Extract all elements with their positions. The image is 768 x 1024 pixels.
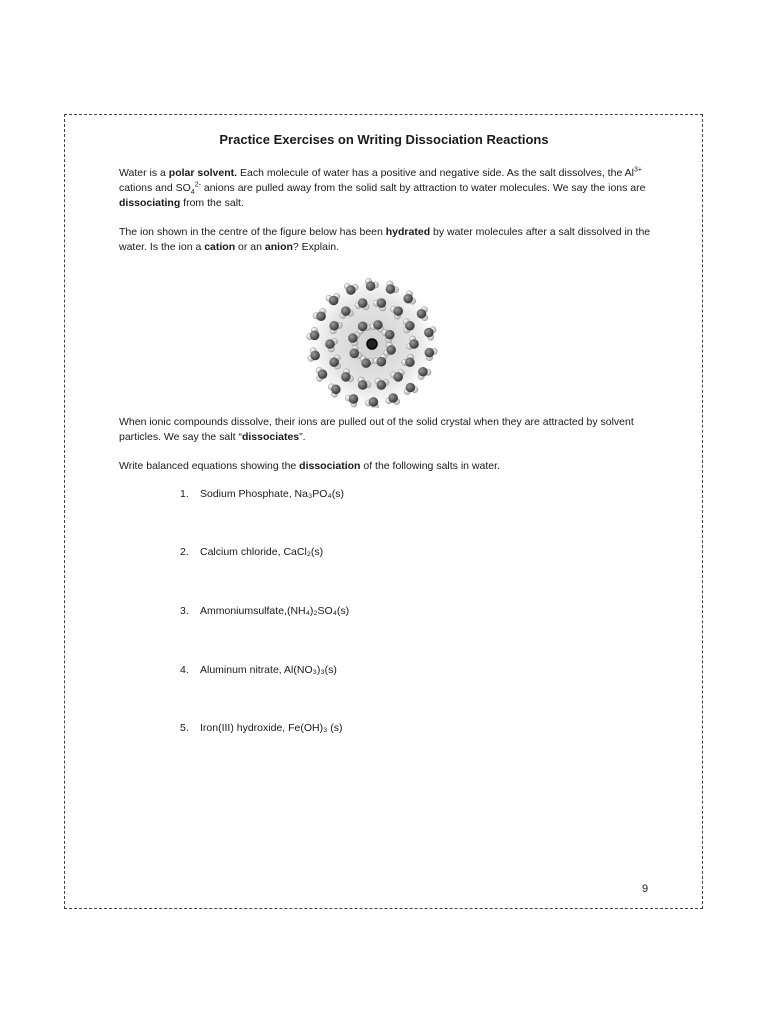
- water-molecule: [386, 281, 399, 294]
- paragraph-instructions: Write balanced equations showing the dissociation of the following salts in water.: [119, 460, 500, 472]
- list-item: 1. Sodium Phosphate, Na₃PO₄(s): [180, 488, 344, 500]
- paragraph-hydrated-ion: The ion shown in the centre of the figure below has been hydrated by water molecules after a salt dissolved in the water. Is the ion a cation or an anion? Explain.: [119, 226, 651, 253]
- water-molecule: [425, 348, 438, 361]
- hydrated-ion-figure: [302, 278, 442, 408]
- list-item: 4. Aluminum nitrate, Al(NO₃)₃(s): [180, 664, 337, 676]
- water-molecule: [345, 394, 358, 407]
- list-item: 2. Calcium chloride, CaCl₂(s): [180, 546, 324, 558]
- central-ion: [367, 339, 377, 349]
- page-title: Practice Exercises on Writing Dissociation Reactions: [219, 132, 549, 147]
- paragraph-polar-solvent: Water is a polar solvent. Each molecule of water has a positive and negative side. As the salt dissolves, the $Al^{3+}$ cations and $SO_4^{2-}$ anions are pulled away from the solid salt by attraction to water molecules. We say the ions are dissociating from the salt.: [119, 166, 646, 209]
- page-number: 9: [642, 883, 649, 895]
- paragraph-dissociates: When ionic compounds dissolve, their ions are pulled out of the solid crystal when they are attracted by solvent particles. We say the salt “dissociates”.: [119, 416, 634, 443]
- water-molecule: [307, 327, 320, 340]
- list-item: 5. Iron(III) hydroxide, Fe(OH)₃ (s): [180, 722, 343, 734]
- list-item: 3. Ammoniumsulfate,(NH₄)₂SO₄(s): [180, 605, 350, 617]
